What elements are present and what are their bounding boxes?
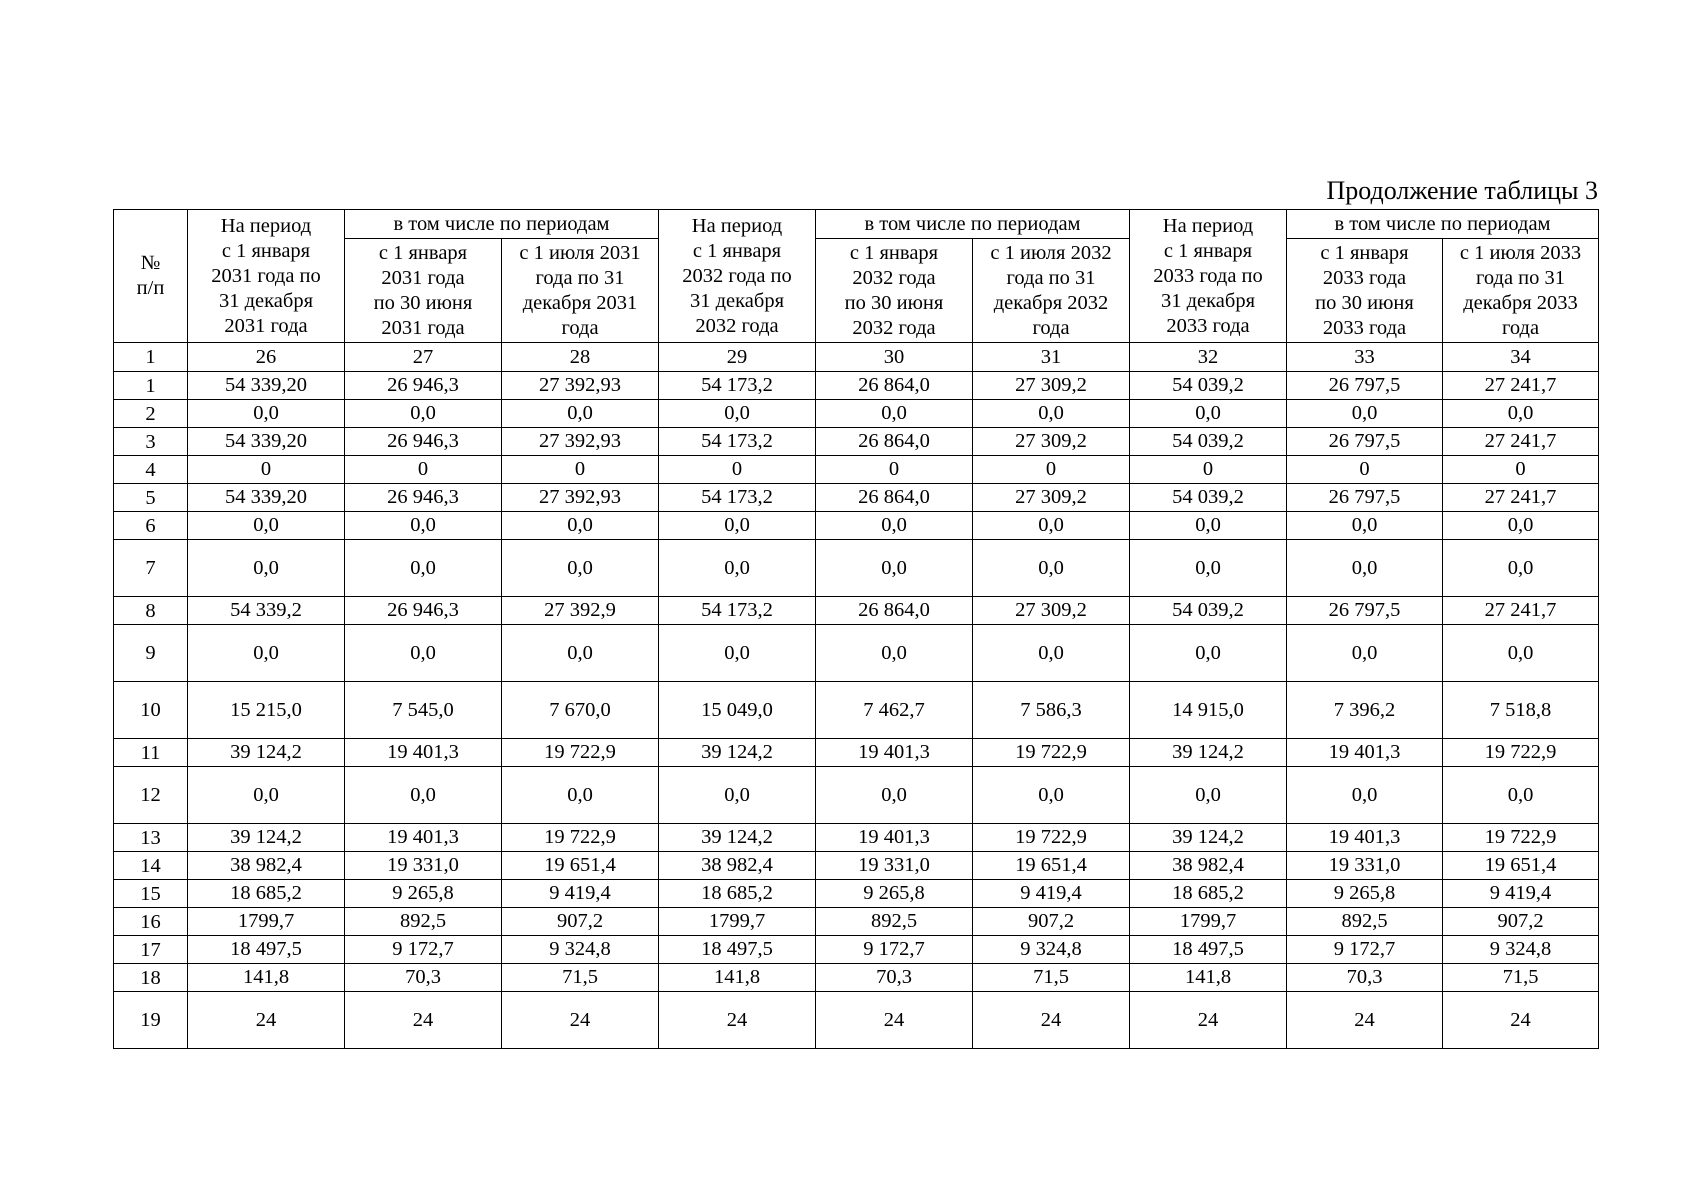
header-line: 2031 года [381,316,465,339]
value-cell: 19 331,0 [1287,852,1443,880]
value-cell: 18 685,2 [188,880,345,908]
header-line: 2031 года [381,266,465,289]
value-cell: 24 [973,992,1130,1049]
table-row [114,540,1599,597]
value-cell: 19 401,3 [1287,824,1443,852]
value-cell: 54 039,2 [1130,597,1287,625]
header-line: с 1 января [849,241,939,264]
header-period-2031 [188,210,345,343]
table-caption: Продолжение таблицы 3 [1326,176,1598,205]
value-cell: 26 946,3 [345,484,502,512]
value-cell: 26 946,3 [345,428,502,456]
value-cell: 9 265,8 [816,880,973,908]
row-number-cell: 15 [114,880,188,908]
table-row [114,428,1599,456]
value-cell: 0,0 [1443,540,1599,597]
value-cell: 0,0 [1130,512,1287,540]
header-line: с 1 июля 2032 [990,241,1112,264]
value-cell: 24 [1287,992,1443,1049]
value-cell: 19 651,4 [1443,852,1599,880]
value-cell: 19 722,9 [973,824,1130,852]
table-row [114,512,1599,540]
value-cell: 0,0 [345,512,502,540]
value-cell: 0,0 [502,625,659,682]
row-number-cell: 19 [114,992,188,1049]
value-cell: 9 324,8 [502,936,659,964]
value-cell: 70,3 [1287,964,1443,992]
header-line: На период [1162,214,1254,237]
value-cell: 0 [973,456,1130,484]
value-cell: 27 392,93 [502,484,659,512]
value-cell: 0,0 [1287,540,1443,597]
header-line: по 30 июня [1315,291,1414,314]
header-line: 2033 года по [1153,264,1263,287]
header-line: с 1 января [378,241,468,264]
table-row [114,880,1599,908]
header-subperiods-2031: в том числе по периодам [345,210,659,239]
value-cell: 0,0 [973,540,1130,597]
table-row [114,767,1599,824]
value-cell: 0,0 [973,400,1130,428]
value-cell: 18 497,5 [1130,936,1287,964]
value-cell: 0,0 [1287,512,1443,540]
value-cell: 24 [502,992,659,1049]
value-cell: 27 241,7 [1443,597,1599,625]
value-cell: 7 586,3 [973,682,1130,739]
value-cell: 0,0 [659,400,816,428]
value-cell: 0,0 [1130,625,1287,682]
value-cell: 0,0 [188,512,345,540]
header-num-col [114,210,188,343]
value-cell: 54 173,2 [659,372,816,400]
value-cell: 38 982,4 [1130,852,1287,880]
header-line: года [1032,316,1070,339]
value-cell: 0,0 [659,625,816,682]
value-cell: 54 173,2 [659,428,816,456]
value-cell: 9 324,8 [1443,936,1599,964]
value-cell: 26 946,3 [345,372,502,400]
header-line: с 1 января [692,239,782,262]
value-cell: 19 401,3 [345,824,502,852]
value-cell: 14 915,0 [1130,682,1287,739]
value-cell: 27 241,7 [1443,428,1599,456]
value-cell: 19 331,0 [816,852,973,880]
header-line: с 1 января [221,239,311,262]
header-line: декабря 2031 [522,291,638,314]
header-line: 2031 года по [211,264,321,287]
table-row [114,456,1599,484]
value-cell: 19 401,3 [345,739,502,767]
value-cell: 70,3 [345,964,502,992]
value-cell: 27 392,93 [502,372,659,400]
header-line: 2032 года по [682,264,792,287]
value-cell: 27 309,2 [973,428,1130,456]
row-number-cell: 16 [114,908,188,936]
value-cell: 38 982,4 [188,852,345,880]
value-cell: 54 339,20 [188,372,345,400]
row-number-cell: 13 [114,824,188,852]
header-row-top [114,210,1599,239]
value-cell: 54 339,20 [188,428,345,456]
header-line: 31 декабря [689,289,784,312]
value-cell: 0,0 [188,400,345,428]
header-line: 2033 года [1166,314,1250,337]
header-line: года [1501,316,1540,339]
value-cell: 19 651,4 [973,852,1130,880]
column-index-cell: 33 [1287,343,1443,372]
header-subperiods-2032: в том числе по периодам [816,210,1130,239]
value-cell: 9 419,4 [1443,880,1599,908]
value-cell: 24 [816,992,973,1049]
value-cell: 0,0 [1443,400,1599,428]
row-number-cell: 7 [114,540,188,597]
value-cell: 907,2 [502,908,659,936]
row-number-cell: 2 [114,400,188,428]
value-cell: 19 722,9 [1443,824,1599,852]
data-table [113,209,1599,1049]
value-cell: 0 [1287,456,1443,484]
header-line: года по 31 [535,266,625,289]
row-number-cell: 6 [114,512,188,540]
header-line: На период [691,214,783,237]
column-index-cell: 28 [502,343,659,372]
table-row [114,625,1599,682]
value-cell: 0 [1443,456,1599,484]
value-cell: 18 497,5 [659,936,816,964]
value-cell: 38 982,4 [659,852,816,880]
value-cell: 0,0 [502,767,659,824]
value-cell: 19 331,0 [345,852,502,880]
value-cell: 26 864,0 [816,428,973,456]
value-cell: 0,0 [816,512,973,540]
header-h1-2033 [1287,239,1443,343]
header-h1-2032 [816,239,973,343]
value-cell: 0,0 [1443,625,1599,682]
value-cell: 0,0 [973,512,1130,540]
value-cell: 0,0 [816,625,973,682]
value-cell: 9 172,7 [345,936,502,964]
header-line: 2031 года [224,314,308,337]
value-cell: 0,0 [816,400,973,428]
value-cell: 0,0 [345,400,502,428]
column-index-row [114,343,1599,372]
value-cell: 19 722,9 [502,824,659,852]
header-line: 31 декабря [1160,289,1255,312]
value-cell: 39 124,2 [188,824,345,852]
value-cell: 0,0 [345,625,502,682]
value-cell: 54 173,2 [659,597,816,625]
header-line: года [561,316,599,339]
value-cell: 9 265,8 [345,880,502,908]
value-cell: 0,0 [502,400,659,428]
value-cell: 1799,7 [659,908,816,936]
value-cell: 7 545,0 [345,682,502,739]
header-line: по 30 июня [844,291,944,314]
value-cell: 892,5 [816,908,973,936]
value-cell: 0,0 [1287,400,1443,428]
row-number-cell: 1 [114,372,188,400]
table-body [114,343,1599,1049]
value-cell: 27 309,2 [973,597,1130,625]
value-cell: 0,0 [1130,767,1287,824]
value-cell: 24 [659,992,816,1049]
table-row [114,597,1599,625]
table-row [114,372,1599,400]
value-cell: 26 797,5 [1287,428,1443,456]
value-cell: 1799,7 [188,908,345,936]
column-index-cell: 29 [659,343,816,372]
value-cell: 71,5 [502,964,659,992]
row-number-cell: 9 [114,625,188,682]
value-cell: 892,5 [345,908,502,936]
value-cell: 0 [659,456,816,484]
column-index-cell: 27 [345,343,502,372]
value-cell: 26 797,5 [1287,484,1443,512]
value-cell: 9 265,8 [1287,880,1443,908]
value-cell: 18 497,5 [188,936,345,964]
header-line: с 1 июля 2033 [1459,241,1582,264]
value-cell: 7 396,2 [1287,682,1443,739]
value-cell: 19 722,9 [1443,739,1599,767]
value-cell: 0 [188,456,345,484]
value-cell: 54 173,2 [659,484,816,512]
table-row [114,992,1599,1049]
row-number-cell: 12 [114,767,188,824]
value-cell: 24 [1130,992,1287,1049]
row-number-cell: 18 [114,964,188,992]
column-index-cell: 26 [188,343,345,372]
row-number-cell: 5 [114,484,188,512]
value-cell: 0 [816,456,973,484]
header-line: 2033 года [1322,316,1407,339]
column-index-cell: 32 [1130,343,1287,372]
value-cell: 24 [188,992,345,1049]
value-cell: 0 [502,456,659,484]
table-row [114,852,1599,880]
header-line: по 30 июня [373,291,473,314]
value-cell: 26 797,5 [1287,372,1443,400]
value-cell: 0,0 [1443,767,1599,824]
header-period-2033 [1130,210,1287,343]
header-line: с 1 января [1320,241,1409,264]
value-cell: 54 039,2 [1130,428,1287,456]
value-cell: 54 339,20 [188,484,345,512]
value-cell: 39 124,2 [659,739,816,767]
value-cell: 0,0 [188,625,345,682]
row-number-cell: 11 [114,739,188,767]
header-h1-2031 [345,239,502,343]
header-line: года по 31 [1475,266,1566,289]
value-cell: 27 241,7 [1443,484,1599,512]
value-cell: 26 946,3 [345,597,502,625]
value-cell: 26 864,0 [816,597,973,625]
value-cell: 27 392,93 [502,428,659,456]
value-cell: 9 324,8 [973,936,1130,964]
value-cell: 141,8 [188,964,345,992]
value-cell: 27 392,9 [502,597,659,625]
value-cell: 15 049,0 [659,682,816,739]
header-line: 2032 года [695,314,779,337]
value-cell: 39 124,2 [1130,739,1287,767]
column-index-cell: 34 [1443,343,1599,372]
header-line: декабря 2032 [993,291,1109,314]
value-cell: 27 309,2 [973,372,1130,400]
header-line: 31 декабря [218,289,313,312]
value-cell: 70,3 [816,964,973,992]
value-cell: 907,2 [973,908,1130,936]
table-row [114,682,1599,739]
value-cell: 0,0 [1130,540,1287,597]
column-index-cell: 30 [816,343,973,372]
header-h2-2032 [973,239,1130,343]
value-cell: 19 651,4 [502,852,659,880]
value-cell: 0,0 [973,767,1130,824]
value-cell: 1799,7 [1130,908,1287,936]
value-cell: 24 [1443,992,1599,1049]
value-cell: 26 864,0 [816,372,973,400]
value-cell: 0,0 [816,540,973,597]
value-cell: 0,0 [659,512,816,540]
value-cell: 71,5 [1443,964,1599,992]
value-cell: 0,0 [1287,625,1443,682]
value-cell: 18 685,2 [1130,880,1287,908]
value-cell: 19 722,9 [502,739,659,767]
value-cell: 0,0 [502,540,659,597]
table-row [114,739,1599,767]
table-row [114,936,1599,964]
value-cell: 0,0 [188,767,345,824]
value-cell: 39 124,2 [659,824,816,852]
value-cell: 9 419,4 [973,880,1130,908]
value-cell: 0,0 [502,512,659,540]
table-header [114,210,1599,343]
value-cell: 27 241,7 [1443,372,1599,400]
row-number-cell: 10 [114,682,188,739]
header-line: 2033 года [1322,266,1407,289]
value-cell: 24 [345,992,502,1049]
value-cell: 141,8 [659,964,816,992]
header-line: 2032 года [852,316,936,339]
value-cell: 0,0 [659,540,816,597]
row-number-cell: 17 [114,936,188,964]
header-line: с 1 января [1163,239,1253,262]
header-h2-2033 [1443,239,1599,343]
value-cell: 141,8 [1130,964,1287,992]
header-line: 2032 года [852,266,936,289]
header-num-line: № [140,252,161,274]
value-cell: 0 [1130,456,1287,484]
value-cell: 71,5 [973,964,1130,992]
row-number-cell: 14 [114,852,188,880]
value-cell: 15 215,0 [188,682,345,739]
value-cell: 19 401,3 [816,824,973,852]
column-index-cell: 31 [973,343,1130,372]
value-cell: 18 685,2 [659,880,816,908]
value-cell: 0,0 [1287,767,1443,824]
column-index-cell: 1 [114,343,188,372]
value-cell: 19 401,3 [1287,739,1443,767]
table-row [114,824,1599,852]
value-cell: 7 518,8 [1443,682,1599,739]
value-cell: 26 864,0 [816,484,973,512]
value-cell: 892,5 [1287,908,1443,936]
table-row [114,908,1599,936]
value-cell: 19 401,3 [816,739,973,767]
header-subperiods-2033: в том числе по периодам [1287,210,1599,239]
value-cell: 9 172,7 [1287,936,1443,964]
header-h2-2031 [502,239,659,343]
row-number-cell: 8 [114,597,188,625]
header-period-2032 [659,210,816,343]
value-cell: 54 039,2 [1130,484,1287,512]
table-row [114,964,1599,992]
value-cell: 27 309,2 [973,484,1130,512]
value-cell: 54 039,2 [1130,372,1287,400]
value-cell: 0,0 [1443,512,1599,540]
header-num-line: п/п [136,277,165,299]
value-cell: 0,0 [659,767,816,824]
value-cell: 26 797,5 [1287,597,1443,625]
value-cell: 9 172,7 [816,936,973,964]
value-cell: 19 722,9 [973,739,1130,767]
table-row [114,400,1599,428]
value-cell: 0,0 [188,540,345,597]
value-cell: 0,0 [973,625,1130,682]
value-cell: 39 124,2 [188,739,345,767]
value-cell: 0,0 [345,540,502,597]
header-line: декабря 2033 [1463,291,1578,314]
value-cell: 0 [345,456,502,484]
table-row [114,484,1599,512]
value-cell: 0,0 [1130,400,1287,428]
header-line: На период [220,214,312,237]
row-number-cell: 3 [114,428,188,456]
value-cell: 0,0 [816,767,973,824]
row-number-cell: 4 [114,456,188,484]
value-cell: 54 339,2 [188,597,345,625]
value-cell: 9 419,4 [502,880,659,908]
value-cell: 7 462,7 [816,682,973,739]
header-line: года по 31 [1006,266,1096,289]
value-cell: 0,0 [345,767,502,824]
header-line: с 1 июля 2031 [519,241,641,264]
value-cell: 39 124,2 [1130,824,1287,852]
value-cell: 907,2 [1443,908,1599,936]
value-cell: 7 670,0 [502,682,659,739]
